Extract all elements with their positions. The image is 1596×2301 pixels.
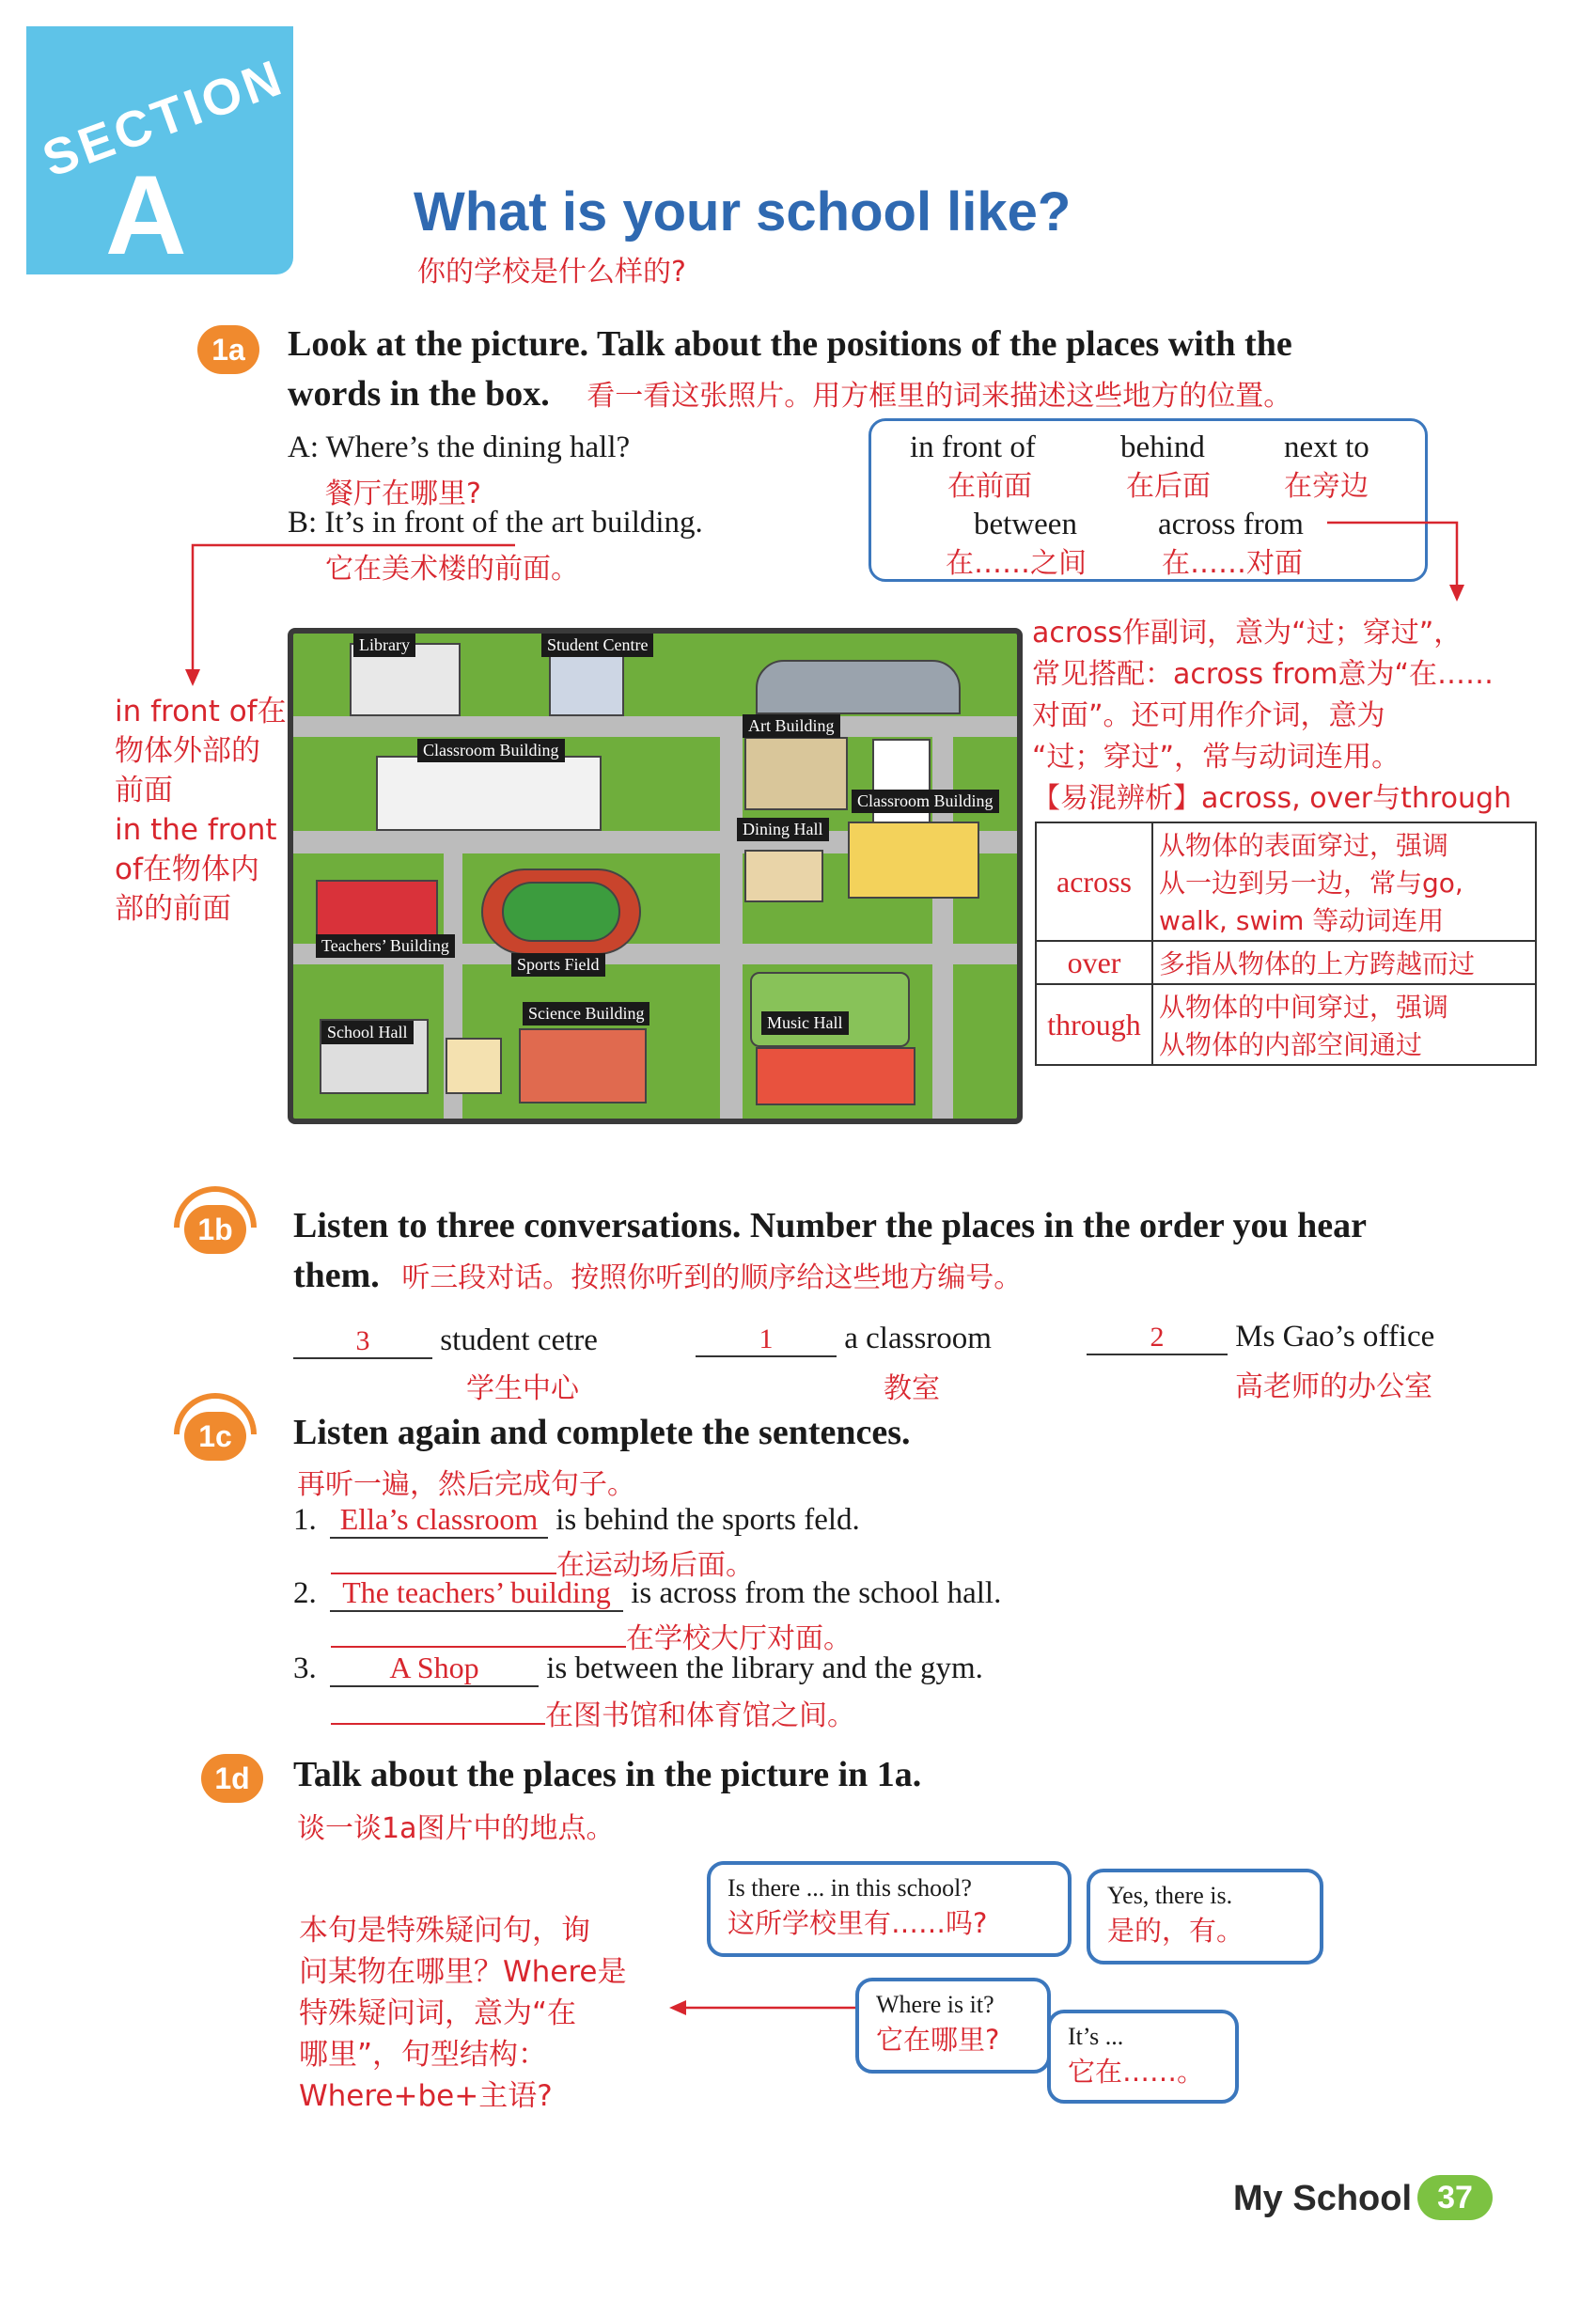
table-row bbox=[1036, 822, 1536, 941]
sentence-number: 3. bbox=[293, 1651, 317, 1685]
note-left-line: 前面 bbox=[115, 774, 173, 807]
map-label-classroom-building-1: Classroom Building bbox=[417, 739, 565, 762]
note-in-front-of bbox=[115, 692, 303, 929]
word-next-to: next to bbox=[1284, 430, 1369, 464]
sports-field-grass bbox=[502, 882, 620, 942]
word-in-front-of: in front of bbox=[910, 430, 1036, 464]
student-centre-building bbox=[549, 650, 624, 716]
instruction-1a-cn: 看一看这张照片。用方框里的词来描述这些地方的位置。 bbox=[587, 380, 1292, 413]
page-title: What is your school like? bbox=[414, 181, 1072, 243]
note-left-line: 物体外部的 bbox=[115, 734, 260, 768]
sentence-number: 1. bbox=[293, 1503, 317, 1537]
table-desc-line: 多指从物体的上方跨越而过 bbox=[1159, 948, 1476, 979]
sentence-cn-text: 在运动场后面。 bbox=[556, 1549, 754, 1582]
table-desc bbox=[1152, 984, 1536, 1065]
small-house bbox=[446, 1038, 502, 1094]
answer-blank[interactable]: 3 bbox=[293, 1325, 432, 1359]
badge-1c-wrap bbox=[184, 1412, 246, 1461]
note-left-line: in the front bbox=[115, 813, 277, 847]
bubble-en: Where is it? bbox=[876, 1991, 994, 2018]
speech-bubble bbox=[855, 1978, 1051, 2074]
instruction-1b: Listen to three conversations. Number the places in the order you hear bbox=[293, 1206, 1368, 1245]
map-label-school-hall: School Hall bbox=[321, 1021, 414, 1044]
campus-map bbox=[288, 628, 1023, 1124]
table-row bbox=[1036, 984, 1536, 1065]
page-title-cn: 你的学校是什么样的? bbox=[417, 256, 686, 289]
map-label-teachers-building: Teachers’ Building bbox=[316, 934, 455, 958]
dialog-b-line: B: It’s in front of the art building. bbox=[288, 506, 703, 540]
dialog-a-line: A: Where’s the dining hall? bbox=[288, 430, 631, 464]
sentence-2 bbox=[293, 1575, 1001, 1612]
note-right-line: 对面”。还可用作介词，意为 bbox=[1032, 699, 1385, 732]
instruction-1d-cn: 谈一谈1a图片中的地点。 bbox=[297, 1812, 615, 1845]
map-road bbox=[720, 716, 743, 1124]
section-letter: A bbox=[105, 152, 187, 278]
classroom-building-1 bbox=[376, 756, 602, 831]
item-text: Ms Gao’s office bbox=[1235, 1320, 1435, 1354]
word-in-front-of-cn: 在前面 bbox=[947, 470, 1032, 503]
note-left-line: in front of在 bbox=[115, 695, 287, 728]
sentence-text: is between the library and the gym. bbox=[546, 1651, 983, 1685]
note-where-line: Where+be+主语? bbox=[299, 2079, 553, 2113]
note-left-line: of在物体内 bbox=[115, 853, 259, 886]
section-word: SECTION bbox=[35, 48, 292, 189]
instruction-1d: Talk about the places in the picture in 1a. bbox=[293, 1755, 922, 1794]
unit-title: My School bbox=[1233, 2179, 1413, 2218]
map-label-student-centre: Student Centre bbox=[541, 634, 653, 657]
note-right-line: “过；穿过”，常与动词连用。 bbox=[1032, 741, 1400, 774]
classroom-building-2 bbox=[848, 822, 979, 899]
table-desc-line: 从物体的内部空间通过 bbox=[1159, 1029, 1423, 1060]
note-right-line: across作副词，意为“过；穿过”， bbox=[1032, 617, 1463, 650]
note-where bbox=[299, 1910, 675, 2117]
sentence-cn-text: 在学校大厅对面。 bbox=[626, 1622, 852, 1655]
table-desc-line: walk, swim 等动词连用 bbox=[1159, 905, 1445, 936]
speech-bubble bbox=[1087, 1869, 1323, 1964]
map-road bbox=[932, 716, 953, 1124]
music-hall-building bbox=[756, 1047, 915, 1105]
bubble-cn: 它在……。 bbox=[1068, 2056, 1205, 2088]
map-road bbox=[293, 716, 1023, 737]
word-behind-cn: 在后面 bbox=[1126, 470, 1211, 503]
map-label-art-building: Art Building bbox=[743, 714, 840, 738]
item-text: student cetre bbox=[440, 1323, 598, 1357]
bubble-en: It’s ... bbox=[1068, 2023, 1124, 2050]
sentence-text: is behind the sports feld. bbox=[555, 1503, 860, 1537]
bubble-cn: 这所学校里有……吗? bbox=[728, 1907, 988, 1939]
table-desc-line: 从一边到另一边，常与go, bbox=[1159, 868, 1463, 899]
answer-blank[interactable]: A Shop bbox=[330, 1651, 539, 1687]
listen-item bbox=[696, 1322, 992, 1357]
note-where-line: 哪里”，句型结构： bbox=[299, 2038, 548, 2072]
item-cn: 学生中心 bbox=[466, 1372, 579, 1405]
table-word: through bbox=[1036, 984, 1152, 1065]
bubble-en: Yes, there is. bbox=[1107, 1882, 1233, 1909]
note-where-line: 问某物在哪里？Where是 bbox=[299, 1955, 627, 1989]
word-between: between bbox=[974, 508, 1077, 541]
table-desc bbox=[1152, 822, 1536, 941]
map-label-classroom-building-2: Classroom Building bbox=[852, 790, 999, 813]
word-across-from-cn: 在……对面 bbox=[1162, 547, 1303, 580]
page-number: 37 bbox=[1417, 2175, 1493, 2220]
map-label-dining-hall: Dining Hall bbox=[737, 818, 829, 841]
answer-blank[interactable]: The teachers’ building bbox=[330, 1575, 623, 1612]
bubble-cn: 是的，有。 bbox=[1107, 1915, 1244, 1947]
answer-blank[interactable]: 2 bbox=[1087, 1322, 1228, 1355]
item-text: a classroom bbox=[844, 1322, 992, 1355]
confuse-title: 【易混辨析】across, over与through bbox=[1032, 782, 1512, 815]
note-where-line: 特殊疑问词，意为“在 bbox=[299, 1996, 577, 2030]
dialog-a-cn: 餐厅在哪里? bbox=[325, 477, 481, 510]
dining-hall-building bbox=[744, 850, 823, 902]
note-right-line: 常见搭配：across from意为“在…… bbox=[1032, 658, 1494, 691]
map-label-science-building: Science Building bbox=[523, 1002, 649, 1025]
table-row bbox=[1036, 941, 1536, 984]
answer-blank[interactable]: Ella’s classroom bbox=[330, 1502, 548, 1539]
badge-1d: 1d bbox=[201, 1754, 263, 1803]
table-word: across bbox=[1036, 822, 1152, 941]
cn-blank-line bbox=[331, 1646, 626, 1648]
park-area bbox=[750, 972, 910, 1047]
instruction-1c: Listen again and complete the sentences. bbox=[293, 1413, 911, 1452]
cn-blank-line bbox=[331, 1723, 545, 1725]
word-across-from: across from bbox=[1158, 508, 1304, 541]
word-behind: behind bbox=[1120, 430, 1205, 464]
badge-1b: 1b bbox=[184, 1205, 246, 1254]
map-label-music-hall: Music Hall bbox=[761, 1011, 849, 1035]
map-label-library: Library bbox=[353, 634, 415, 657]
sentence-number: 2. bbox=[293, 1576, 317, 1610]
dialog-b-cn: 它在美术楼的前面。 bbox=[325, 553, 579, 586]
badge-1b-wrap bbox=[184, 1205, 246, 1254]
sentence-cn-text: 在图书馆和体育馆之间。 bbox=[545, 1699, 855, 1732]
art-building-dome bbox=[756, 660, 961, 714]
listen-item bbox=[293, 1323, 598, 1359]
item-cn: 高老师的办公室 bbox=[1235, 1370, 1432, 1403]
bubble-en: Is there ... in this school? bbox=[728, 1874, 972, 1902]
cn-blank-line bbox=[331, 1573, 556, 1574]
answer-blank[interactable]: 1 bbox=[696, 1323, 837, 1357]
word-next-to-cn: 在旁边 bbox=[1284, 470, 1369, 503]
note-across bbox=[1032, 613, 1540, 820]
instruction-1a-line2-text: words in the box. bbox=[288, 374, 550, 414]
note-where-line: 本句是特殊疑问句，询 bbox=[299, 1914, 590, 1948]
speech-bubble bbox=[707, 1861, 1072, 1957]
word-between-cn: 在……之间 bbox=[946, 547, 1087, 580]
instruction-1b-cn: 听三段对话。按照你听到的顺序给这些地方编号。 bbox=[401, 1261, 1023, 1294]
sentence-1 bbox=[293, 1502, 860, 1539]
item-cn: 教室 bbox=[884, 1372, 940, 1405]
table-word: over bbox=[1036, 941, 1152, 984]
badge-1a: 1a bbox=[197, 325, 259, 374]
instruction-1b-line2-text: them. bbox=[293, 1256, 380, 1295]
sentence-text: is across from the school hall. bbox=[631, 1576, 1002, 1610]
badge-1c: 1c bbox=[184, 1412, 246, 1461]
table-desc-line: 从物体的中间穿过，强调 bbox=[1159, 992, 1449, 1023]
table-desc bbox=[1152, 941, 1536, 984]
instruction-1b-line2 bbox=[293, 1254, 1022, 1296]
sentence-cn bbox=[331, 1692, 855, 1733]
sentence-3 bbox=[293, 1651, 983, 1687]
art-building bbox=[744, 737, 848, 810]
speech-bubble bbox=[1047, 2010, 1239, 2104]
science-building bbox=[519, 1028, 647, 1104]
bubble-cn: 它在哪里? bbox=[876, 2024, 1000, 2056]
listen-item bbox=[1087, 1320, 1434, 1355]
note-left-line: 部的前面 bbox=[115, 892, 231, 926]
table-desc-line: 从物体的表面穿过，强调 bbox=[1159, 830, 1449, 861]
instruction-1c-cn: 再听一遍，然后完成句子。 bbox=[297, 1468, 635, 1501]
arrow-right-note bbox=[1327, 523, 1457, 588]
instruction-1a: Look at the picture. Talk about the positions of the places with the bbox=[288, 324, 1292, 364]
comparison-table bbox=[1035, 822, 1537, 1066]
map-label-sports-field: Sports Field bbox=[511, 953, 605, 977]
